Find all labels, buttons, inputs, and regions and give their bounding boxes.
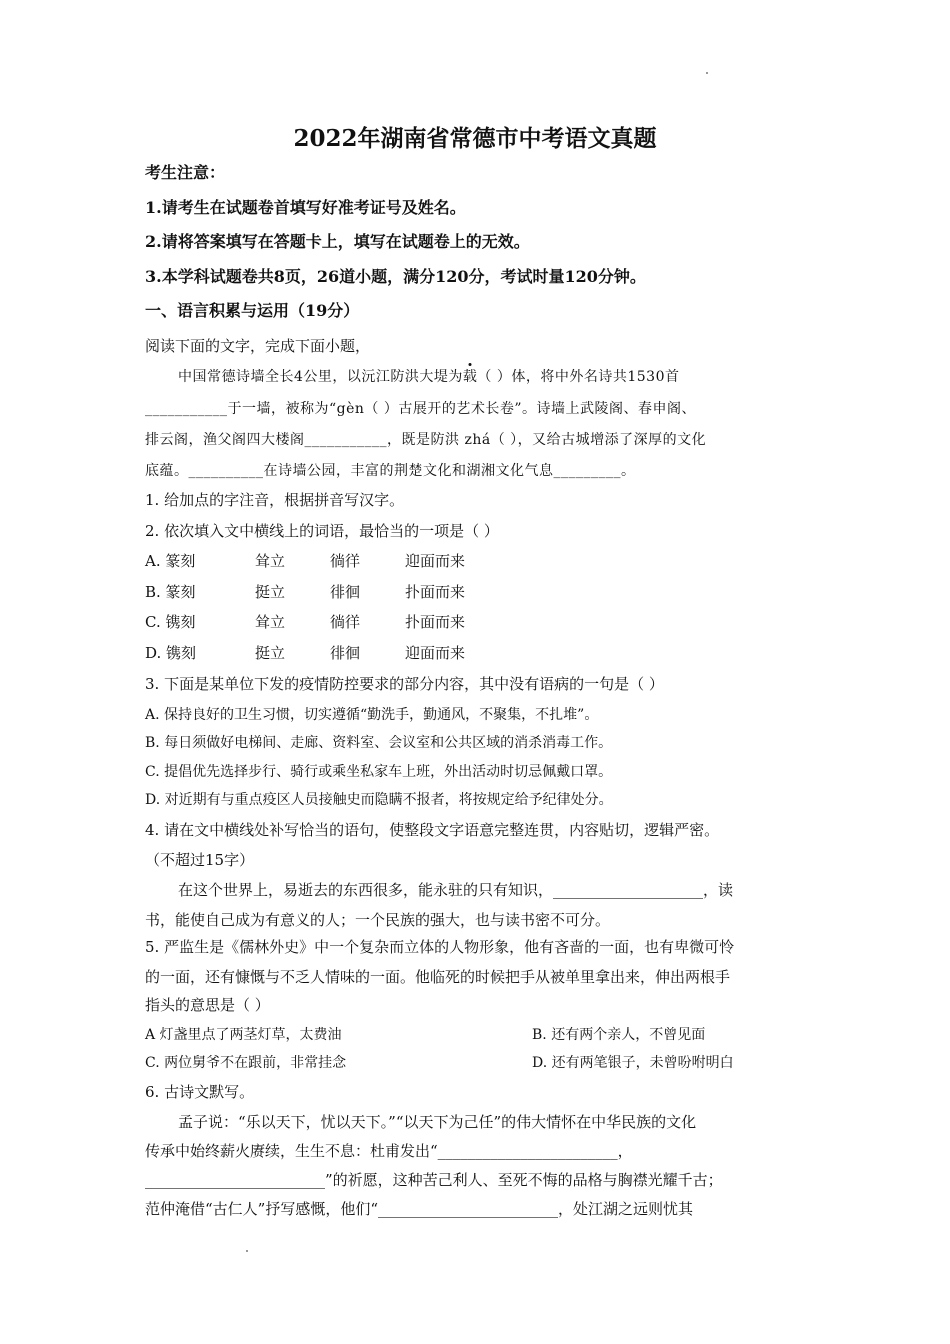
opt-word-4: 迎面而来 <box>405 644 466 662</box>
emphasis-dot <box>469 363 472 366</box>
opt-word-4: 扑面而来 <box>405 583 466 601</box>
q2-option-a <box>145 551 465 571</box>
opt-word-2: 挺立 <box>255 644 286 662</box>
opt-word-2: 挺立 <box>255 583 286 601</box>
opt-word-3: 徜徉 <box>330 552 361 570</box>
question-6-line-2: 传承中始终薪火赓续，生生不息：杜甫发出“________________________， <box>145 1142 633 1160</box>
page-title: 2022年湖南省常德市中考语文真题 <box>293 125 657 152</box>
question-4-line-2: 书，能使自己成为有意义的人；一个民族的强大，也与读书密不可分。 <box>145 911 611 929</box>
section1-intro: 阅读下面的文字，完成下面小题， <box>145 337 371 355</box>
passage-line-2: ___________于一墙，被称为“gèn（ ）古展开的艺术长卷”。诗墙上武陵阁、春申阁、 <box>145 401 697 417</box>
opt-word-4: 扑面而来 <box>405 613 466 631</box>
notice-item-3: 3.本学科试题卷共8页，26道小题，满分120分，考试时量120分钟。 <box>145 267 646 286</box>
question-6-line-3: ________________________”的祈愿，这种苦己利人、至死不悔的品格与胸襟光耀千古； <box>145 1171 723 1189</box>
q3-option-d: D. 对近期有与重点疫区人员接触史而隐瞒不报者，将按规定给予纪律处分。 <box>145 792 613 808</box>
question-5-line-2: 的一面，还有慷慨与不乏人情味的一面。他临死的时候把手从被单里拿出来，伸出两根手 <box>145 968 731 986</box>
question-4-note: （不超过15字） <box>145 851 255 869</box>
opt-word-1: A. 篆刻 <box>145 552 196 570</box>
q5-option-a: A 灯盏里点了两茎灯草，太费油 <box>145 1027 342 1043</box>
question-3-stem: 3. 下面是某单位下发的疫情防控要求的部分内容，其中没有语病的一句是（ ） <box>145 675 664 693</box>
dotted-char-text: 载 <box>462 369 478 385</box>
opt-word-1: D. 镌刻 <box>145 644 197 662</box>
q3-option-c: C. 提倡优先选择步行、骑行或乘坐私家车上班，外出活动时切忌佩戴口罩。 <box>145 764 613 780</box>
opt-word-2: 耸立 <box>255 552 286 570</box>
passage-line-4: 底蕴。__________在诗墙公园，丰富的荆楚文化和湖湘文化气息_________。 <box>145 463 636 479</box>
q5-option-c: C. 两位舅爷不在跟前，非常挂念 <box>145 1055 347 1071</box>
scan-speck <box>706 72 708 74</box>
question-6-line-1: 孟子说：“乐以天下，忧以天下。”“以天下为己任”的伟大情怀在中华民族的文化 <box>178 1113 697 1131</box>
passage-line-1-a: 中国常德诗墙全长4公里，以沅江防洪大堤为 <box>178 369 463 385</box>
q3-option-a: A. 保持良好的卫生习惯，切实遵循“勤洗手，勤通风，不聚集，不扎堆”。 <box>145 707 599 723</box>
passage-line-3: 排云阁，渔父阁四大楼阁___________，既是防洪 zhá（ ），又给古城增添了深厚的文化 <box>145 432 707 448</box>
question-5-line-1: 5. 严监生是《儒林外史》中一个复杂而立体的人物形象，他有吝啬的一面，也有卑微可怜 <box>145 938 735 956</box>
passage-line-1-b: （ ）体，将中外名诗共1530首 <box>477 369 680 385</box>
question-4-line-1: 在这个世界上，易逝去的东西很多，能永驻的只有知识，____________________，读 <box>178 881 734 899</box>
q2-option-c <box>145 612 465 632</box>
q2-option-d <box>145 643 465 663</box>
opt-word-3: 徜徉 <box>330 613 361 631</box>
q5-option-d: D. 还有两笔银子，未曾吩咐明白 <box>532 1055 734 1071</box>
question-5-line-3: 指头的意思是（ ） <box>145 996 270 1014</box>
section1-heading: 一、语言积累与运用（19分） <box>145 301 360 320</box>
notice-heading: 考生注意： <box>145 163 226 182</box>
notice-item-1: 1.请考生在试题卷首填写好准考证号及姓名。 <box>145 198 466 217</box>
opt-word-3: 徘徊 <box>330 583 361 601</box>
question-6-line-4: 范仲淹借“古仁人”抒写感慨，他们“________________________，处江湖之远则忧其 <box>145 1200 694 1218</box>
opt-word-2: 耸立 <box>255 613 286 631</box>
q2-option-b <box>145 582 465 602</box>
opt-word-3: 徘徊 <box>330 644 361 662</box>
opt-word-1: B. 篆刻 <box>145 583 196 601</box>
opt-word-4: 迎面而来 <box>405 552 466 570</box>
passage-line-1 <box>178 367 680 387</box>
scan-speck <box>246 1250 248 1252</box>
question-6-stem: 6. 古诗文默写。 <box>145 1083 255 1101</box>
dotted-char <box>463 369 478 385</box>
q5-option-b: B. 还有两个亲人，不曾见面 <box>532 1027 706 1043</box>
question-2-stem: 2. 依次填入文中横线上的词语，最恰当的一项是（ ） <box>145 522 499 540</box>
question-4-stem: 4. 请在文中横线处补写恰当的语句，使整段文字语意完整连贯，内容贴切，逻辑严密。 <box>145 821 720 839</box>
opt-word-1: C. 镌刻 <box>145 613 196 631</box>
q3-option-b: B. 每日须做好电梯间、走廊、资料室、会议室和公共区域的消杀消毒工作。 <box>145 735 613 751</box>
notice-item-2: 2.请将答案填写在答题卡上，填写在试题卷上的无效。 <box>145 232 530 251</box>
question-1: 1. 给加点的字注音，根据拼音写汉字。 <box>145 491 405 509</box>
